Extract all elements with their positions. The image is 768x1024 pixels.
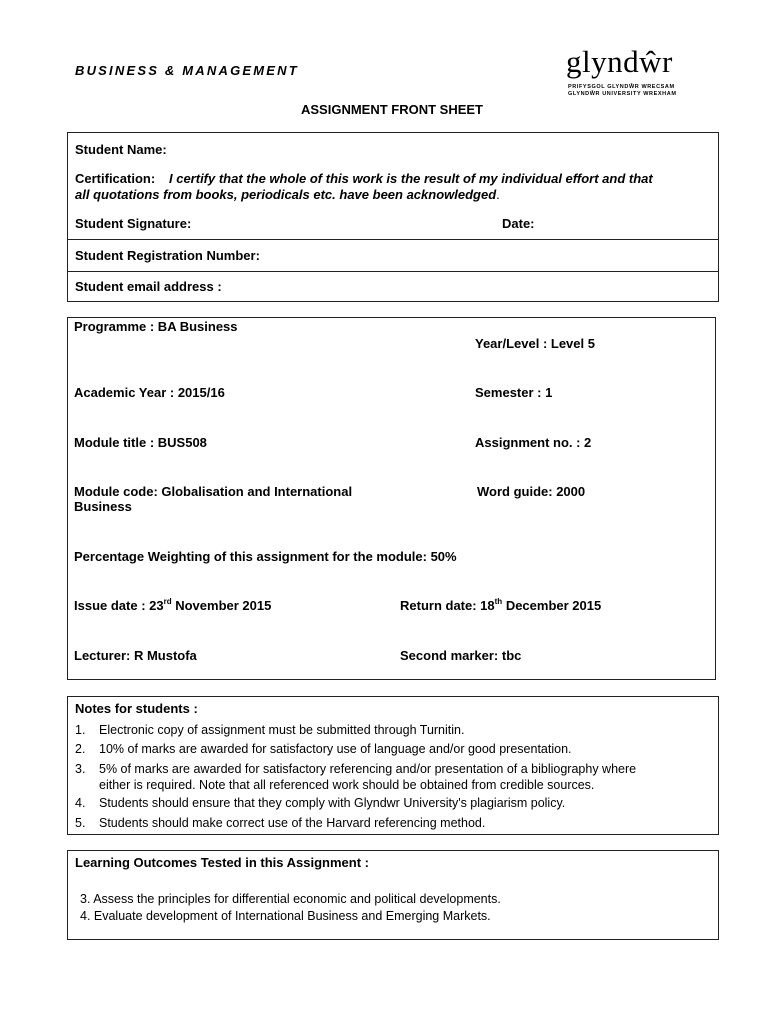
weighting-field: Percentage Weighting of this assignment for the module: 50% bbox=[74, 549, 457, 564]
student-name-label: Student Name: bbox=[75, 142, 167, 157]
notes-title: Notes for students : bbox=[75, 701, 198, 716]
note-number: 4. bbox=[75, 796, 86, 810]
note-text: Students should make correct use of the Harvard referencing method. bbox=[99, 816, 486, 830]
logo-sub-line1: PRIFYSGOL GLYNDŴR WRECSAM bbox=[568, 84, 675, 90]
certification-text-line2 bbox=[75, 187, 500, 202]
certification-text-line1: I certify that the whole of this work is the result of my individual effort and that bbox=[169, 171, 653, 186]
return-date-prefix: Return date: 18 bbox=[400, 598, 495, 613]
certification-period: . bbox=[496, 187, 500, 202]
notes-box bbox=[67, 696, 719, 835]
divider bbox=[68, 271, 718, 272]
divider bbox=[68, 239, 718, 240]
programme-details-box bbox=[67, 317, 716, 680]
second-marker-field: Second marker: tbc bbox=[400, 648, 522, 663]
student-details-box bbox=[67, 132, 719, 302]
learning-outcome-item: 3. Assess the principles for differential economic and political developments. bbox=[80, 892, 501, 906]
sheet-title: ASSIGNMENT FRONT SHEET bbox=[300, 102, 483, 117]
issue-date-field bbox=[74, 598, 271, 613]
programme-field: Programme : BA Business bbox=[74, 319, 238, 334]
return-date-suffix: December 2015 bbox=[502, 598, 602, 613]
email-address-label: Student email address : bbox=[75, 279, 222, 294]
note-number: 2. bbox=[75, 742, 86, 756]
assignment-number-field: Assignment no. : 2 bbox=[475, 435, 592, 450]
certification-label: Certification: bbox=[75, 171, 156, 186]
issue-date-prefix: Issue date : 23 bbox=[74, 598, 164, 613]
note-text: Electronic copy of assignment must be submitted through Turnitin. bbox=[99, 723, 465, 737]
university-logo: glyndŵr bbox=[566, 44, 673, 79]
student-signature-label: Student Signature: bbox=[75, 216, 192, 231]
module-title-field: Module title : BUS508 bbox=[74, 435, 207, 450]
note-text: either is required. Note that all referenced work should be obtained from credible sources. bbox=[99, 778, 595, 792]
issue-date-suffix: November 2015 bbox=[171, 598, 272, 613]
semester-field: Semester : 1 bbox=[475, 385, 553, 400]
note-text: Students should ensure that they comply with Glyndwr University's plagiarism policy. bbox=[99, 796, 566, 810]
year-level-field: Year/Level : Level 5 bbox=[475, 336, 595, 351]
note-text: 10% of marks are awarded for satisfactory use of language and/or good presentation. bbox=[99, 742, 572, 756]
learning-outcome-item: 4. Evaluate development of International Business and Emerging Markets. bbox=[80, 909, 491, 923]
university-logo-subtitle bbox=[568, 84, 677, 98]
return-date-ordinal: th bbox=[494, 597, 503, 606]
note-text: 5% of marks are awarded for satisfactory referencing and/or presentation of a bibliography where bbox=[99, 762, 637, 776]
module-code-field: Module code: Globalisation and International bbox=[74, 484, 353, 499]
note-number: 3. bbox=[75, 762, 86, 776]
registration-number-label: Student Registration Number: bbox=[75, 248, 260, 263]
return-date-field bbox=[400, 598, 601, 613]
certification-text-line2-body: all quotations from books, periodicals etc. have been acknowledged bbox=[75, 187, 497, 202]
word-guide-field: Word guide: 2000 bbox=[477, 484, 586, 499]
module-code-field-continued: Business bbox=[74, 499, 132, 514]
academic-year-field: Academic Year : 2015/16 bbox=[74, 385, 225, 400]
department-heading: BUSINESS & MANAGEMENT bbox=[75, 63, 299, 78]
date-label: Date: bbox=[502, 216, 535, 231]
logo-sub-line2: GLYNDŴR UNIVERSITY WREXHAM bbox=[568, 91, 677, 97]
note-number: 1. bbox=[75, 723, 86, 737]
issue-date-ordinal: rd bbox=[163, 597, 172, 606]
learning-outcomes-box bbox=[67, 850, 719, 940]
learning-outcomes-title: Learning Outcomes Tested in this Assignment : bbox=[75, 855, 369, 870]
lecturer-field: Lecturer: R Mustofa bbox=[74, 648, 197, 663]
note-number: 5. bbox=[75, 816, 86, 830]
